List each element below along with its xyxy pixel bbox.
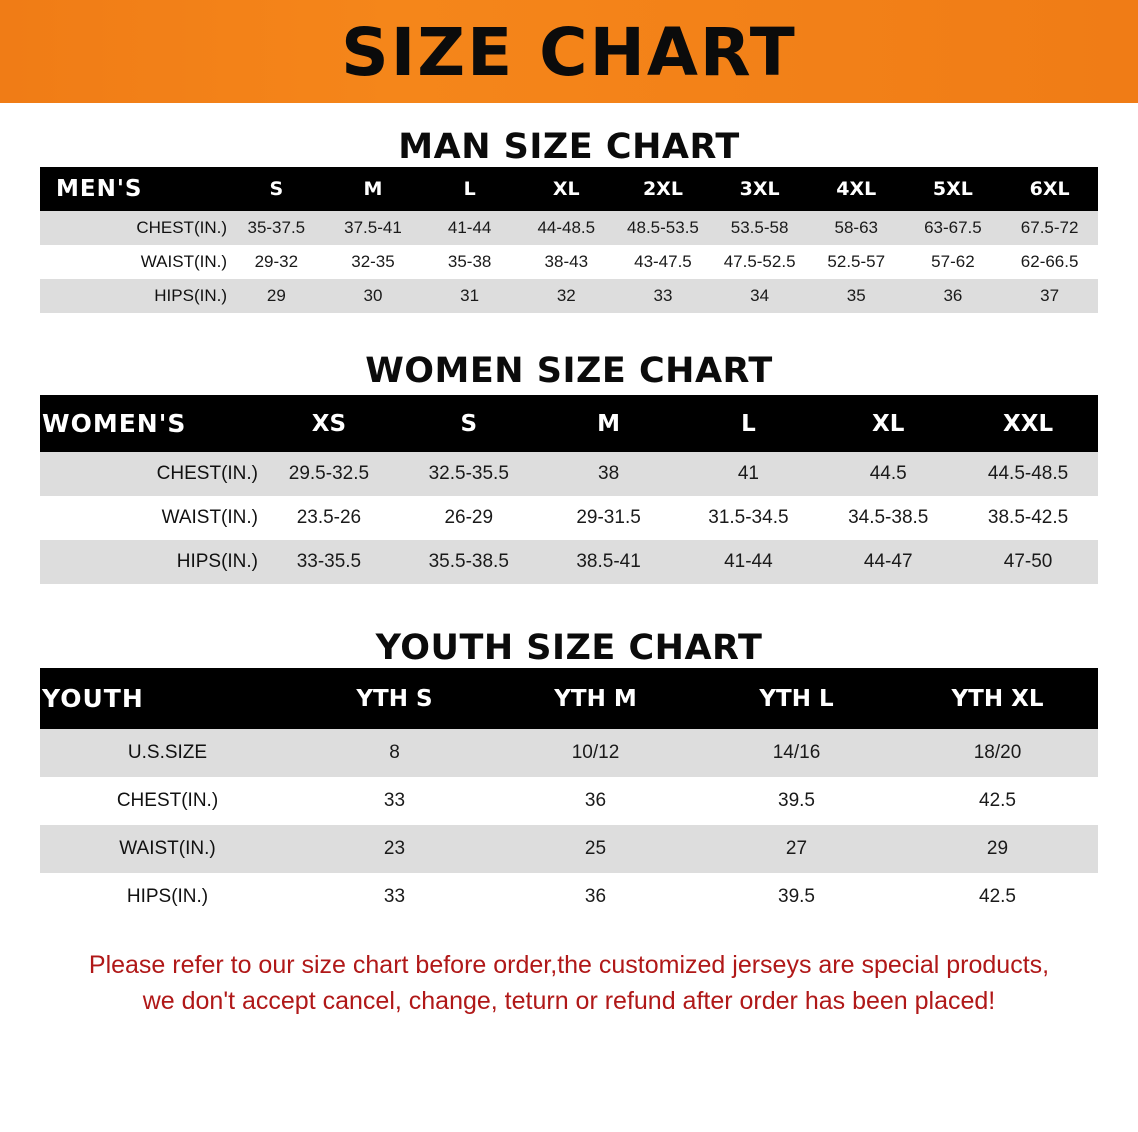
table-row (40, 279, 1098, 313)
column-header: YTH S (294, 668, 495, 729)
table-cell: 57-62 (905, 245, 1002, 279)
column-header: M (325, 167, 422, 211)
table-cell: 32.5-35.5 (399, 452, 539, 496)
disclaimer-note (40, 947, 1098, 1020)
table-cell: 37.5-41 (325, 211, 422, 245)
table-cell: 32 (518, 279, 615, 313)
row-label: CHEST(IN.) (40, 452, 259, 496)
women-table-wrapper (40, 395, 1098, 584)
table-cell: 35-37.5 (228, 211, 325, 245)
table-cell: 39.5 (696, 873, 897, 921)
table-cell: 31.5-34.5 (678, 496, 818, 540)
table-header-row (40, 668, 1098, 729)
column-header: YTH M (495, 668, 696, 729)
row-label: HIPS(IN.) (40, 873, 294, 921)
table-cell: 33 (294, 873, 495, 921)
table-cell: 47-50 (958, 540, 1098, 584)
column-header: MEN'S (40, 167, 228, 211)
row-label: CHEST(IN.) (40, 211, 228, 245)
man-section-title: MAN SIZE CHART (398, 127, 740, 167)
table-cell: 58-63 (808, 211, 905, 245)
table-cell: 29.5-32.5 (259, 452, 399, 496)
table-cell: 41-44 (678, 540, 818, 584)
table-row (40, 452, 1098, 496)
row-label: WAIST(IN.) (40, 245, 228, 279)
table-cell: 18/20 (897, 729, 1098, 777)
row-label: U.S.SIZE (40, 729, 294, 777)
column-header: 5XL (905, 167, 1002, 211)
women-size-table (40, 395, 1098, 584)
table-cell: 32-35 (325, 245, 422, 279)
table-cell: 34 (711, 279, 808, 313)
table-cell: 35 (808, 279, 905, 313)
column-header: L (678, 395, 818, 452)
table-cell: 44.5 (818, 452, 958, 496)
column-header: WOMEN'S (40, 395, 259, 452)
table-cell: 63-67.5 (905, 211, 1002, 245)
table-cell: 10/12 (495, 729, 696, 777)
column-header: XXL (958, 395, 1098, 452)
table-cell: 53.5-58 (711, 211, 808, 245)
table-cell: 41-44 (421, 211, 518, 245)
column-header: 3XL (711, 167, 808, 211)
header-banner (0, 0, 1138, 103)
column-header: YOUTH (40, 668, 294, 729)
table-cell: 33 (615, 279, 712, 313)
table-cell: 29 (228, 279, 325, 313)
table-cell: 36 (905, 279, 1002, 313)
column-header: XL (518, 167, 615, 211)
table-row (40, 873, 1098, 921)
table-cell: 8 (294, 729, 495, 777)
column-header: YTH XL (897, 668, 1098, 729)
column-header: 2XL (615, 167, 712, 211)
table-cell: 34.5-38.5 (818, 496, 958, 540)
table-cell: 25 (495, 825, 696, 873)
table-cell: 23.5-26 (259, 496, 399, 540)
women-section-title: WOMEN SIZE CHART (365, 351, 773, 391)
table-row (40, 540, 1098, 584)
youth-table-wrapper (40, 668, 1098, 921)
table-cell: 39.5 (696, 777, 897, 825)
table-cell: 29-32 (228, 245, 325, 279)
table-cell: 62-66.5 (1001, 245, 1098, 279)
column-header: 4XL (808, 167, 905, 211)
table-cell: 27 (696, 825, 897, 873)
row-label: WAIST(IN.) (40, 825, 294, 873)
row-label: WAIST(IN.) (40, 496, 259, 540)
table-cell: 35-38 (421, 245, 518, 279)
table-cell: 43-47.5 (615, 245, 712, 279)
table-cell: 48.5-53.5 (615, 211, 712, 245)
table-cell: 38.5-41 (539, 540, 679, 584)
youth-section-title: YOUTH SIZE CHART (375, 628, 763, 668)
column-header: S (399, 395, 539, 452)
table-cell: 30 (325, 279, 422, 313)
table-cell: 44.5-48.5 (958, 452, 1098, 496)
table-cell: 52.5-57 (808, 245, 905, 279)
table-row (40, 729, 1098, 777)
table-cell: 38 (539, 452, 679, 496)
table-cell: 31 (421, 279, 518, 313)
table-cell: 29 (897, 825, 1098, 873)
table-cell: 23 (294, 825, 495, 873)
column-header: 6XL (1001, 167, 1098, 211)
table-cell: 47.5-52.5 (711, 245, 808, 279)
table-row (40, 777, 1098, 825)
disclaimer-line-2: we don't accept cancel, change, teturn or refund after order has been placed! (142, 987, 996, 1016)
table-cell: 36 (495, 777, 696, 825)
row-label: HIPS(IN.) (40, 540, 259, 584)
table-cell: 42.5 (897, 873, 1098, 921)
column-header: XS (259, 395, 399, 452)
column-header: XL (818, 395, 958, 452)
table-cell: 67.5-72 (1001, 211, 1098, 245)
column-header: YTH L (696, 668, 897, 729)
column-header: S (228, 167, 325, 211)
table-cell: 14/16 (696, 729, 897, 777)
table-row (40, 825, 1098, 873)
table-cell: 41 (678, 452, 818, 496)
table-cell: 33-35.5 (259, 540, 399, 584)
row-label: HIPS(IN.) (40, 279, 228, 313)
column-header: M (539, 395, 679, 452)
man-table-wrapper (40, 167, 1098, 313)
table-cell: 29-31.5 (539, 496, 679, 540)
page-title: SIZE CHART (341, 13, 797, 91)
man-size-table (40, 167, 1098, 313)
table-row (40, 496, 1098, 540)
row-label: CHEST(IN.) (40, 777, 294, 825)
table-cell: 44-48.5 (518, 211, 615, 245)
table-cell: 37 (1001, 279, 1098, 313)
table-cell: 44-47 (818, 540, 958, 584)
disclaimer-line-1: Please refer to our size chart before order,the customized jerseys are special products, (88, 951, 1050, 979)
table-header-row (40, 395, 1098, 452)
table-cell: 33 (294, 777, 495, 825)
table-cell: 35.5-38.5 (399, 540, 539, 584)
table-cell: 26-29 (399, 496, 539, 540)
table-cell: 36 (495, 873, 696, 921)
table-header-row (40, 167, 1098, 211)
column-header: L (421, 167, 518, 211)
table-cell: 38-43 (518, 245, 615, 279)
table-cell: 42.5 (897, 777, 1098, 825)
youth-size-table (40, 668, 1098, 921)
table-row (40, 245, 1098, 279)
table-row (40, 211, 1098, 245)
table-cell: 38.5-42.5 (958, 496, 1098, 540)
